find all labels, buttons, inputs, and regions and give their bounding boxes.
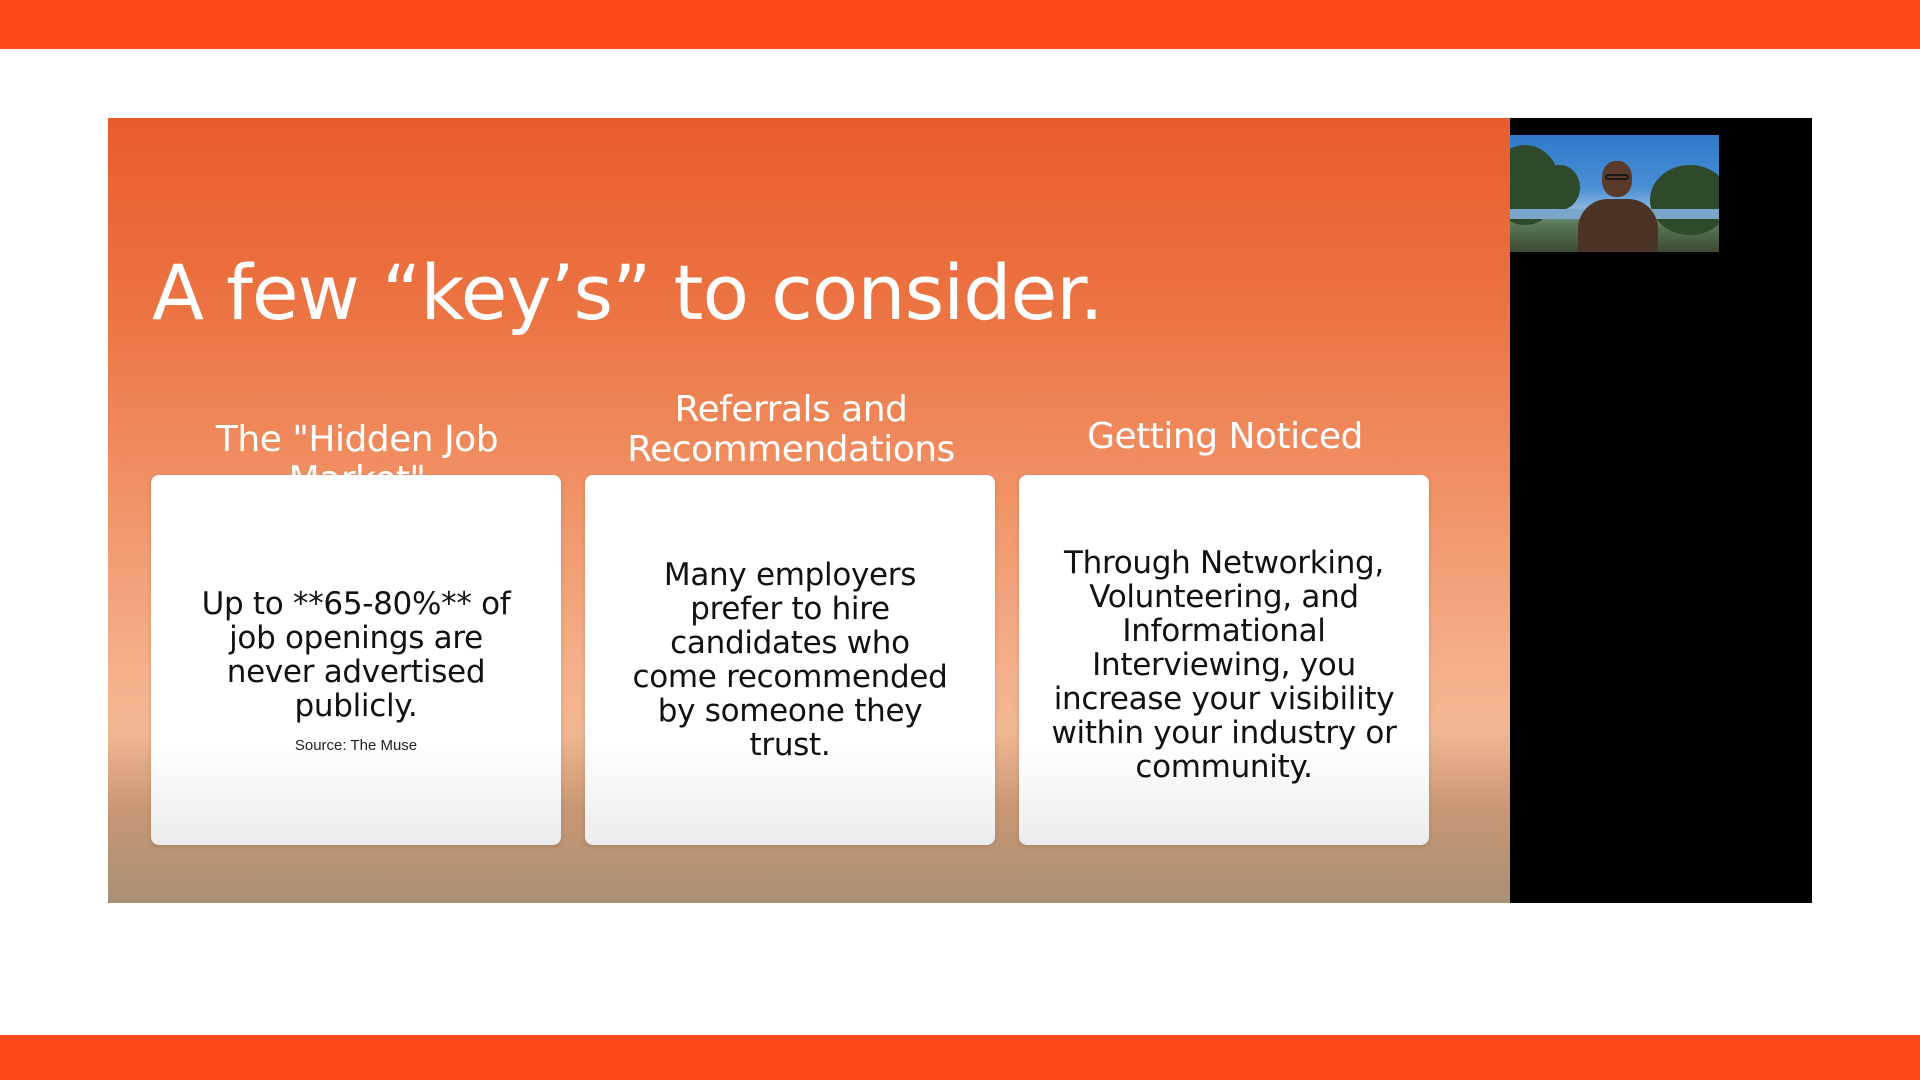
glasses-icon [1605, 174, 1629, 180]
card-getting-noticed [1019, 475, 1429, 845]
column-heading-referrals: Referrals and Recommendations [627, 389, 955, 470]
slide [108, 118, 1510, 903]
column-heading-hidden-job-market: The "Hidden Job [215, 419, 499, 460]
bottom-accent-band [0, 1035, 1920, 1080]
card-body-getting-noticed: Through Networking, Volunteering, and Informational Interviewing, you increase your visibility within your industry or community. [1051, 545, 1397, 785]
presentation-stage [108, 118, 1812, 903]
slide-title: A few “key’s” to consider. [152, 248, 1103, 337]
card-source: Source: The Muse [294, 736, 418, 754]
card-referrals [585, 475, 995, 845]
top-accent-band [0, 0, 1920, 49]
column-heading-getting-noticed: Getting Noticed [1087, 416, 1363, 457]
card-body-hidden-job-market: Up to **65-80%** of job openings are never advertised publicly. [201, 585, 511, 724]
presenter-body [1578, 199, 1658, 252]
presenter [1570, 157, 1665, 252]
presenter-video-icon[interactable] [1510, 135, 1719, 252]
card-body-referrals: Many employers prefer to hire candidates who come recommended by someone they trust. [632, 557, 948, 763]
card-hidden-job-market [151, 475, 561, 845]
